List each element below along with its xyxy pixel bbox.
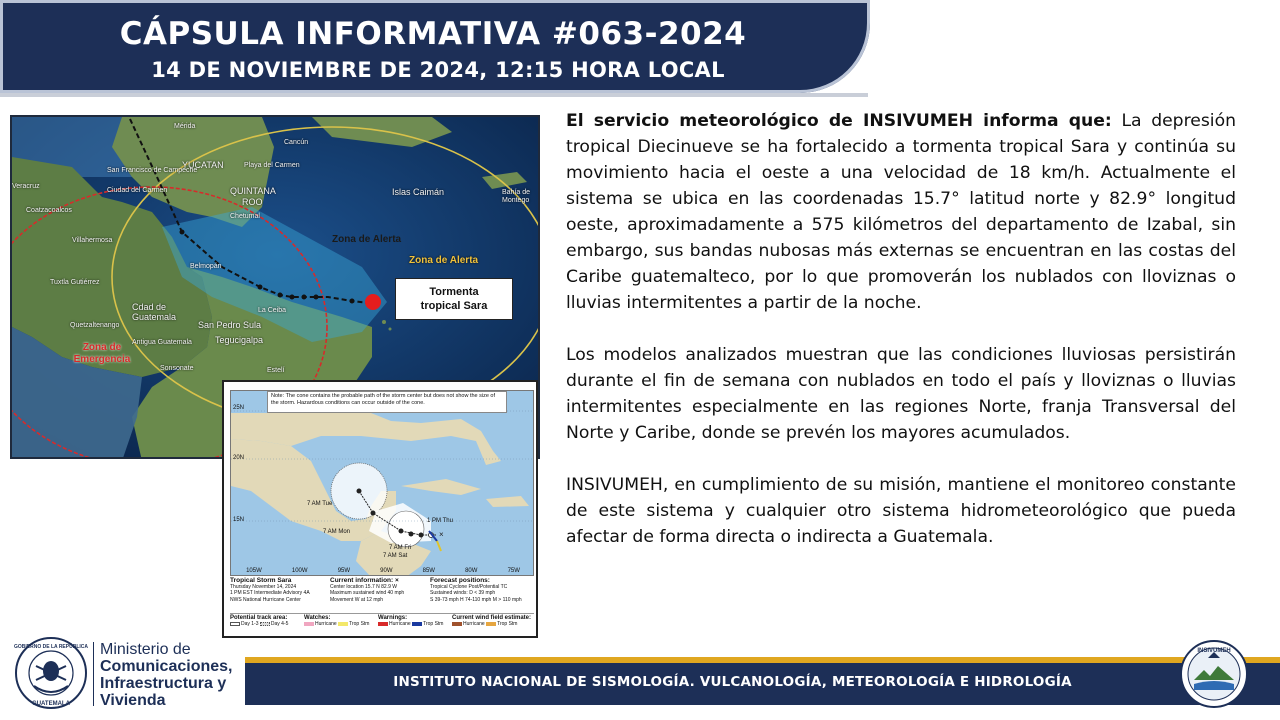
footer-gold-stripe [245, 657, 1280, 663]
bulletin-text [566, 108, 1236, 576]
nhc-track-day45: Day 4-5 [270, 621, 289, 627]
nhc-lat-25: 25N [233, 405, 245, 411]
seal-text-bottom: GUATEMALA [32, 701, 70, 707]
paragraph-2: Los modelos analizados muestran que las condiciones lluviosas persistirán durante el fin de semana con nublados en todo el país y lloviznas o lluvias intermitentes especialmente en las regiones Norte, franja Transversal del Norte y Caribe, donde se prevén los mayores acumulados. [566, 345, 1236, 443]
label-tegucigalpa: Tegucigalpa [215, 335, 264, 345]
page-title: CÁPSULA INFORMATIVA #063-2024 [119, 16, 747, 52]
label-san-pedro-sula: San Pedro Sula [198, 320, 262, 330]
label-veracruz: Veracruz [12, 183, 40, 190]
nhc-info-panel [230, 578, 534, 612]
label-chetumal: Chetumal [230, 213, 260, 220]
nhc-track-day13: Day 1-3 [241, 621, 259, 627]
label-sonsonate: Sonsonate [160, 365, 194, 372]
nhc-cone-graphic [222, 380, 538, 638]
nhc-time-sat: 7 AM Sat [383, 553, 408, 559]
nhc-warn-hurricane: Hurricane [389, 621, 411, 627]
label-antigua: Antigua Guatemala [132, 339, 192, 346]
page-subtitle: 14 DE NOVIEMBRE DE 2024, 12:15 HORA LOCAL [151, 58, 725, 82]
ministry-line-4: Vivienda [100, 692, 166, 709]
nhc-advisory: 1 PM EST Intermediate Advisory 4A [230, 590, 310, 597]
nhc-map-graphic [231, 391, 534, 576]
paragraph-1-lead: El servicio meteorológico de INSIVUMEH informa que: [566, 111, 1112, 131]
nhc-legend [230, 613, 534, 635]
nhc-current-move: Movement W at 12 mph [330, 596, 384, 603]
label-villahermosa: Villahermosa [72, 237, 113, 244]
nhc-track-title: Potential track area: [230, 615, 288, 621]
insivumeh-logo-icon [1180, 640, 1248, 708]
nhc-current-loc: Center location 15.7 N 82.9 W [330, 584, 397, 591]
label-carmen: Ciudad del Carmen [107, 187, 168, 194]
nhc-lon-label: 95W [337, 568, 351, 574]
storm-position-marker [365, 294, 381, 310]
nhc-map [230, 390, 534, 576]
label-la-ceiba: La Ceiba [258, 307, 287, 314]
nhc-wind-hurricane: Hurricane [463, 621, 485, 627]
nhc-lon-label: 85W [422, 568, 435, 574]
guatemala-seal-icon [14, 636, 88, 710]
nhc-forecast-tc: Tropical Cyclone [430, 584, 468, 591]
label-yucatan: YUCATAN [182, 160, 224, 170]
nhc-current-title: Current information: × [330, 577, 399, 584]
label-roo: ROO [242, 197, 263, 207]
zone-emergency-label: Zona de Emergencia [73, 342, 131, 365]
label-campeche: San Francisco de Campeche [107, 167, 198, 174]
storm-label-line1: Tormenta [429, 286, 479, 298]
nhc-lon-label: 80W [465, 568, 478, 574]
nhc-lat-20: 20N [233, 455, 245, 461]
nhc-warnings-title: Warnings: [378, 615, 408, 621]
nhc-watch-hurricane: Hurricane [315, 621, 337, 627]
header-edge [0, 93, 868, 97]
institute-name: INSTITUTO NACIONAL DE SISMOLOGÍA. VULCANOLOGÍA, METEOROLOGÍA E HIDROLOGÍA [393, 674, 1072, 690]
label-merida: Mérida [174, 123, 196, 130]
label-playa: Playa del Carmen [244, 162, 300, 169]
nhc-longitude-axis [231, 568, 534, 576]
label-guatemala-city: Cdad de Guatemala [132, 302, 177, 322]
label-esteli: Estelí [267, 367, 285, 374]
nhc-lon-label: 90W [380, 568, 393, 574]
svg-text:×: × [439, 530, 444, 539]
nhc-center: NWS National Hurricane Center [230, 596, 301, 603]
ministry-separator [93, 642, 94, 706]
nhc-lat-15: 15N [233, 517, 245, 523]
nhc-forecast-s: S 39-73 mph H 74-110 mph M > 110 mph [430, 596, 522, 603]
nhc-forecast-title: Forecast positions: [430, 577, 490, 584]
nhc-forecast-post: Post/Potential TC [468, 584, 508, 591]
label-belmopan: Belmopán [190, 263, 222, 270]
nhc-forecast-sust: Sustained winds: [430, 590, 468, 597]
label-islas-caiman: Islas Caimán [392, 187, 445, 197]
nhc-note: Note: The cone contains the probable path of the storm center but does not show the size of the storm. Hazardous conditions can occur outside of the cone. [267, 391, 507, 413]
nhc-lon-label: 100W [291, 568, 308, 574]
nhc-wind-title: Current wind field estimate: [452, 615, 532, 621]
nhc-watch-trop: Trop Stm [349, 621, 370, 627]
nhc-wind-trop: Trop Stm [497, 621, 518, 627]
storm-label-box [395, 278, 513, 320]
nhc-current-wind: Maximum sustained wind 40 mph [330, 590, 405, 597]
nhc-watches-title: Watches: [304, 615, 331, 621]
zone-alert-label-2: Zona de Alerta [409, 255, 479, 266]
nhc-storm-name: Tropical Storm Sara [230, 577, 292, 584]
paragraph-3: INSIVUMEH, en cumplimiento de su misión, mantiene el monitoreo constante de este sistema y cualquier otro sistema hidrometeorológico que pueda afectar de forma directa o indirecta a Guatemala. [566, 475, 1236, 547]
nhc-time-mon: 7 AM Mon [323, 529, 351, 535]
logo-text: INSIVUMEH [1197, 648, 1231, 654]
zone-alert-label-1: Zona de Alerta [332, 234, 402, 245]
ministry-logo [100, 641, 232, 709]
ministry-line-3: Infraestructura y [100, 675, 227, 692]
label-quintana: QUINTANA [230, 186, 276, 196]
ministry-line-2: Comunicaciones, [100, 658, 233, 675]
paragraph-1-text: La depresión tropical Diecinueve se ha fortalecido a tormenta tropical Sara y continúa su movimiento hacia el oeste a una velocidad de 18 km/h. Actualmente el sistema se ubica en las coordenadas 15.7° latitud norte y 82.9° longitud oeste, aproximadamente a 575 kilómetros del departamento de Izabal, sin embargo, sus bandas nubosas más externas se encuentran en las costas del Caribe guatemalteco, por lo que promoverán los nublados con lloviznas o lluvias intermitentes a partir de la noche. [566, 111, 1236, 313]
nhc-lon-label: 75W [507, 568, 520, 574]
nhc-time-fri: 7 AM Fri [389, 545, 412, 551]
nhc-forecast-d: D < 39 mph [469, 590, 496, 597]
ministry-line-1: Ministerio de [100, 641, 191, 658]
label-coatzacoalcos: Coatzacoalcos [26, 207, 72, 214]
nhc-time-thu: 1 PM Thu [427, 518, 453, 524]
paragraph-1 [566, 108, 1236, 316]
label-quetzaltenango: Quetzaltenango [70, 322, 120, 329]
nhc-warn-trop: Trop Stm [423, 621, 444, 627]
storm-label-line2: tropical Sara [420, 300, 488, 312]
label-montego: Bahía de Montego [502, 189, 531, 204]
nhc-lon-label: 105W [246, 568, 262, 574]
nhc-time-tue: 7 AM Tue [307, 501, 333, 507]
nhc-issue-date: Thursday November 14, 2024 [230, 584, 297, 591]
label-tuxtla: Tuxtla Gutiérrez [50, 279, 100, 286]
seal-text-top: GOBIERNO DE LA REPÚBLICA [14, 644, 88, 650]
label-cancun: Cancún [284, 139, 309, 146]
